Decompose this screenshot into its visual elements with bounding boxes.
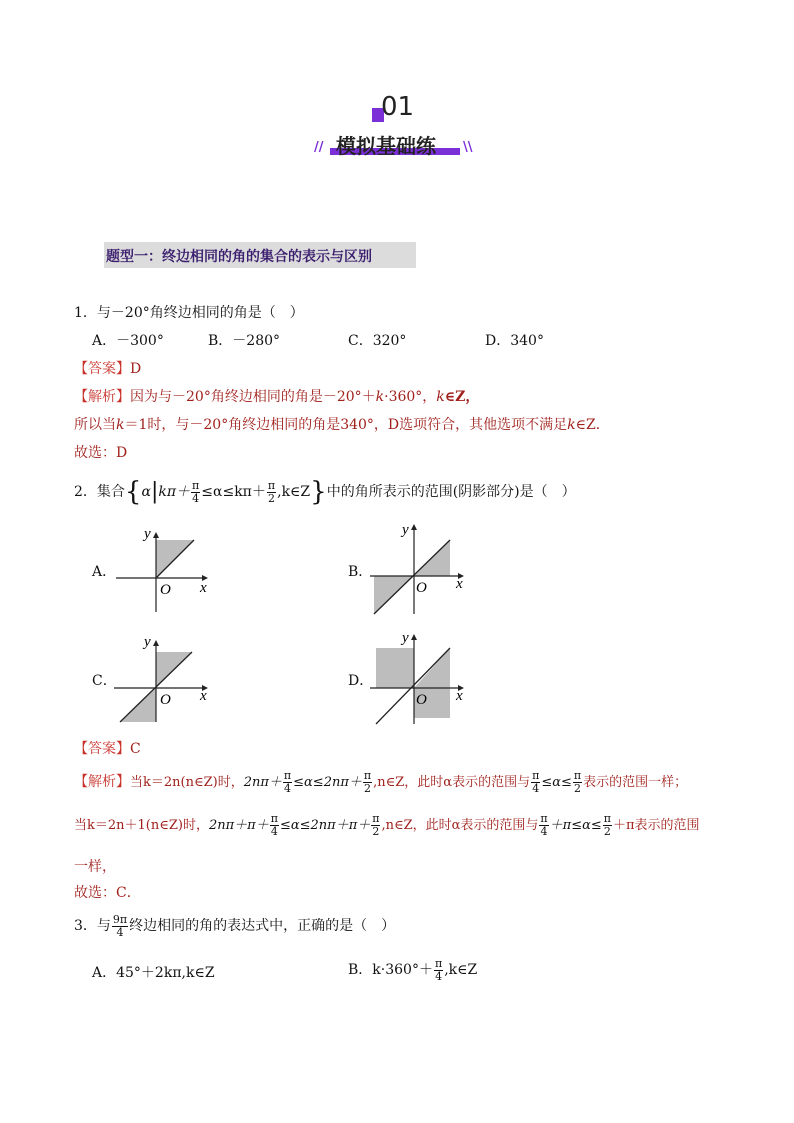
graph-label-c: C． (92, 673, 117, 689)
analysis-text: 因为与－20°角终边相同的角是－20°＋ (130, 389, 376, 405)
y-arrow (153, 532, 159, 538)
frac-den: 4 (435, 969, 443, 983)
graph-a (110, 522, 214, 616)
frac-num: π (540, 812, 548, 825)
stem-text: 终边相同的角的表达式中，正确的是（ ） (129, 918, 396, 934)
expr: ≤α≤ (541, 775, 572, 790)
header-number: 01 (381, 92, 415, 122)
var-alpha: α (141, 484, 151, 500)
answer-value: C (130, 741, 141, 757)
frac-den: 2 (574, 782, 582, 795)
fraction (539, 813, 548, 838)
q3-option-b (348, 954, 477, 986)
answer-tag: 【答案】 (74, 741, 130, 757)
q3-option-a: A．45°＋2kπ,k∈Z (92, 965, 215, 981)
q1-analysis-line-2 (74, 414, 610, 434)
analysis-text: ,n∈Z，此时α表示的范围与 (373, 775, 531, 790)
frac-den: 4 (270, 825, 278, 838)
q2-analysis-line-1 (74, 768, 687, 797)
graph-c (110, 630, 214, 726)
fraction (283, 770, 292, 795)
axis-x-label: x (456, 576, 463, 592)
analysis-tag: 【解析】 (74, 774, 130, 790)
analysis-text: ∈Z． (575, 417, 610, 433)
q1-option-a: A．－300° (92, 333, 164, 349)
question-1-stem: 1．与－20°角终边相同的角是（ ） (74, 305, 304, 321)
axis-y-label: y (402, 522, 409, 538)
frac-den: 2 (268, 491, 275, 505)
frac-den: 4 (532, 782, 540, 795)
q2-conclusion: 故选：C． (74, 885, 141, 901)
y-arrow (411, 634, 417, 640)
var-k: k (436, 389, 445, 405)
brace-open: { (124, 477, 142, 507)
graph-label-d: D． (348, 673, 374, 689)
frac-num: π (434, 956, 443, 970)
frac-num: π (192, 478, 200, 492)
analysis-text: 当k＝2n(n∈Z)时， (130, 775, 244, 790)
option-text: ,k∈Z (444, 962, 478, 978)
axis-x-label: x (456, 688, 463, 704)
stem-text: 2．集合 (74, 484, 125, 500)
origin-label: O (160, 582, 171, 598)
section-heading: 题型一：终边相同的角的集合的表示与区别 (106, 249, 372, 265)
analysis-text: ＝1时，与－20°角终边相同的角是340°，D选项符合，其他选项不满足 (124, 417, 568, 433)
stem-text: 3．与 (74, 918, 111, 934)
answer-value: D (130, 361, 142, 377)
frac-num: 9π (112, 912, 128, 926)
frac-den: 2 (603, 825, 611, 838)
graph-label-b: B． (348, 564, 373, 580)
fraction (531, 770, 540, 795)
analysis-text: ·360°， (384, 389, 437, 405)
frac-num: π (267, 478, 276, 492)
frac-num: π (270, 812, 278, 825)
var-k: k (567, 417, 576, 433)
analysis-text: ,n∈Z，此时α表示的范围与 (381, 818, 539, 833)
analysis-text: 当k＝2n＋1(n∈Z)时， (74, 818, 209, 833)
fraction (573, 770, 582, 795)
frac-num: π (372, 812, 380, 825)
q1-option-d: D．340° (485, 333, 544, 349)
analysis-text: 所以当 (74, 417, 116, 433)
option-text: B．k·360°＋ (348, 962, 433, 978)
frac-num: π (363, 769, 372, 782)
axis-x-label: x (200, 688, 207, 704)
q1-option-c: C．320° (348, 333, 407, 349)
answer-tag: 【答案】 (74, 361, 130, 377)
set-bar: | (150, 479, 159, 504)
expr: ≤α≤kπ＋ (201, 484, 266, 500)
frac-num: π (603, 812, 611, 825)
var-k: k (116, 417, 125, 433)
fraction (112, 914, 128, 939)
fraction (267, 480, 276, 505)
question-3-stem (74, 910, 395, 942)
expr: ＋π≤α≤ (549, 818, 602, 833)
frac-den: 4 (284, 782, 292, 795)
analysis-text: 表示的范围一样； (583, 775, 688, 790)
expr: ,k∈Z (277, 484, 311, 500)
axis-y-label: y (402, 630, 409, 646)
origin-label: O (416, 692, 427, 708)
graph-b (366, 518, 470, 618)
fraction (603, 813, 612, 838)
analysis-text: ＋π表示的范围 (613, 818, 700, 833)
expr: ≤α≤2nπ＋ (293, 775, 362, 790)
q2-answer (74, 738, 141, 758)
brace-close: } (310, 477, 327, 507)
frac-num: π (573, 769, 582, 782)
header-title: 模拟基础练 (336, 134, 436, 158)
frac-den: 2 (372, 825, 380, 838)
frac-num: π (283, 769, 292, 782)
header-deco-right: \\ (463, 140, 473, 155)
frac-den: 2 (364, 782, 372, 795)
question-2-stem (74, 478, 576, 506)
frac-num: π (532, 769, 540, 782)
origin-label: O (416, 580, 427, 596)
stem-text: 中的角所表示的范围(阴影部分)是（ ） (326, 484, 576, 500)
fraction (371, 813, 380, 838)
axis-x-label: x (200, 580, 207, 596)
header-deco-left: // (314, 140, 324, 155)
q1-option-b: B．－280° (208, 333, 281, 349)
graph-d (366, 628, 470, 728)
q1-analysis-line-1 (74, 386, 479, 406)
frac-den: 4 (116, 925, 124, 939)
analysis-text: ∈Z， (444, 389, 480, 405)
analysis-tag: 【解析】 (74, 389, 130, 405)
fraction (434, 958, 443, 983)
shaded-region (376, 648, 414, 688)
q1-answer (74, 358, 141, 378)
y-arrow (411, 524, 417, 530)
expr: ≤α≤2nπ＋π＋ (279, 818, 371, 833)
q1-conclusion: 故选：D (74, 445, 128, 461)
axis-y-label: y (144, 634, 151, 650)
expr: 2nπ＋π＋ (208, 818, 269, 833)
frac-den: 4 (540, 825, 548, 838)
expr: 2nπ＋ (243, 775, 282, 790)
frac-den: 4 (192, 491, 200, 505)
y-arrow (153, 640, 159, 646)
fraction (270, 813, 279, 838)
var-k: k (375, 389, 385, 405)
graph-label-a: A． (92, 564, 117, 580)
origin-label: O (160, 692, 171, 708)
q2-analysis-line-2 (74, 812, 700, 840)
fraction (363, 770, 372, 795)
q2-analysis-line-3: 一样， (74, 859, 116, 875)
expr: kπ＋ (158, 484, 191, 500)
axis-y-label: y (144, 526, 151, 542)
fraction (191, 480, 200, 505)
